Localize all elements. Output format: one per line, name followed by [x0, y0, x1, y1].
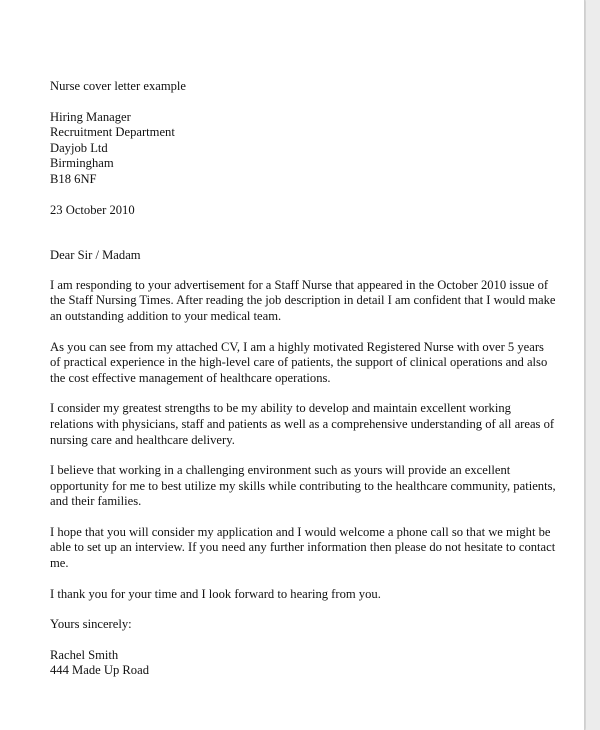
- closing: [50, 617, 550, 633]
- address-line: B18 6NF: [50, 171, 97, 186]
- paragraph-2: [50, 340, 550, 387]
- recipient-address: [50, 110, 550, 188]
- signature-address: 444 Made Up Road: [50, 663, 149, 678]
- salutation: [50, 248, 550, 264]
- paragraph-line: As you can see from my attached CV, I am a highly motivated Registered Nurse with over 5 years: [50, 339, 544, 354]
- paragraph-line: I consider my greatest strengths to be my ability to develop and maintain excellent working: [50, 401, 511, 416]
- closing-text: Yours sincerely:: [50, 617, 132, 632]
- letter-body: [50, 79, 556, 679]
- paragraph-1: [50, 277, 556, 325]
- signature-block: [50, 648, 550, 679]
- document-title: [50, 79, 550, 95]
- paragraph-line: relations with physicians, staff and patients as well as a comprehensive understanding of all areas of: [50, 416, 555, 431]
- address-line: Birmingham: [50, 156, 114, 171]
- signature-name: Rachel Smith: [50, 647, 119, 662]
- paragraph-line: I hope that you will consider my application and I would welcome a phone call so that we might be: [50, 524, 551, 539]
- paragraph-3: [50, 401, 555, 448]
- paragraph-line: I am responding to your advertisement for a Staff Nurse that appeared in the October 2010 issue of: [50, 277, 549, 292]
- paragraph-line: the cost effective management of healthcare operations.: [50, 370, 331, 385]
- address-line: Hiring Manager: [50, 109, 131, 124]
- paragraph-line: me.: [50, 556, 69, 571]
- title-text: Nurse cover letter example: [50, 79, 187, 93]
- salutation-text: Dear Sir / Madam: [50, 248, 141, 263]
- paragraph-4: [50, 463, 556, 510]
- paragraph-line: nursing care and healthcare delivery.: [50, 432, 235, 447]
- address-line: Recruitment Department: [50, 125, 175, 140]
- paragraph-line: the Staff Nursing Times. After reading the job description in detail I am confident that I would make: [50, 293, 556, 308]
- paragraph-line: I thank you for your time and I look forward to hearing from you.: [50, 586, 381, 601]
- paragraph-line: able to set up an interview. If you need any further information then please do not hesitate to contact: [50, 540, 556, 555]
- letter-date: [50, 203, 550, 219]
- paragraph-line: opportunity for me to best utilize my skills while contributing to the healthcare community, patients,: [50, 478, 556, 493]
- viewer-background: [586, 0, 600, 730]
- paragraph-line: of practical experience in the high-level care of patients, the support of clinical operations and also: [50, 355, 548, 370]
- date-text: 23 October 2010: [50, 202, 135, 217]
- paragraph-5: [50, 524, 556, 572]
- address-line: Dayjob Ltd: [50, 140, 108, 155]
- paragraph-line: and their families.: [50, 494, 142, 509]
- paragraph-line: an outstanding addition to your medical team.: [50, 308, 282, 323]
- paragraph-line: I believe that working in a challenging environment such as yours will provide an excellent: [50, 463, 511, 478]
- paragraph-6: [50, 587, 550, 603]
